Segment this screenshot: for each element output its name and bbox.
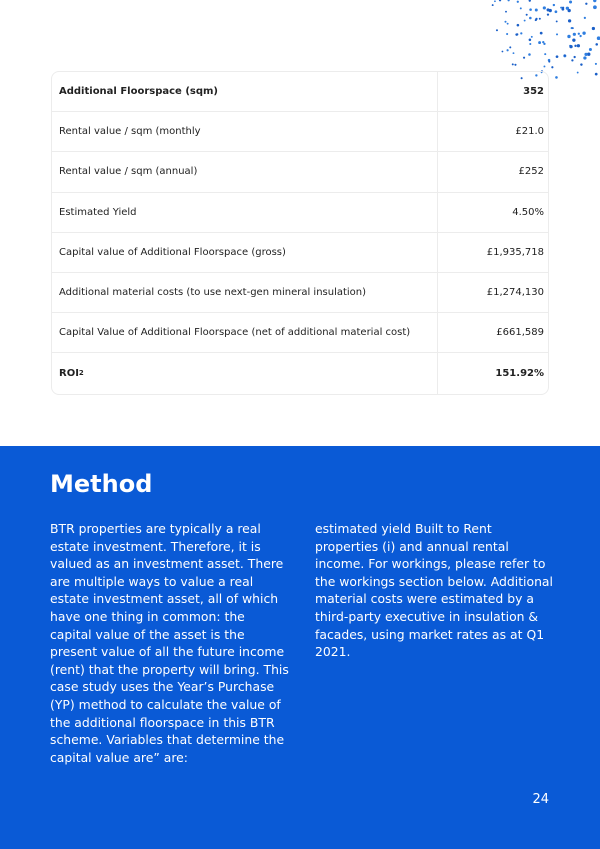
decorative-dot-pattern (480, 0, 600, 80)
table-row (52, 72, 548, 112)
dot (595, 43, 598, 46)
row-label: Estimated Yield (52, 193, 438, 232)
dot (538, 41, 541, 44)
dot (507, 49, 509, 51)
table-row (52, 313, 548, 353)
row-value: £1,935,718 (486, 246, 544, 258)
row-value: 352 (523, 86, 544, 98)
dot (523, 57, 525, 59)
row-label (52, 353, 438, 393)
row-label: Rental value / sqm (annual) (52, 152, 438, 191)
dot (517, 1, 519, 3)
dot (584, 53, 587, 56)
dot (561, 8, 564, 11)
row-value: £1,274,130 (486, 287, 544, 299)
dot (504, 21, 506, 23)
dot (589, 48, 592, 51)
dot (529, 17, 532, 20)
table-row (52, 112, 548, 152)
dot (584, 17, 586, 19)
row-label: Additional Floorspace (sqm) (52, 72, 438, 111)
dot (567, 35, 570, 38)
dot (572, 39, 575, 42)
table-row (52, 273, 548, 313)
dot (551, 66, 553, 68)
dot (524, 20, 526, 22)
dot (494, 0, 496, 2)
dot (571, 27, 573, 29)
method-text-col1: BTR properties are typically a real estate investment. Therefore, it is valued as an investment asset. There are multiple ways to value a real estate investment asset, all of which have one thing in common: the capital value of the asset is the present value of all the future income (rent) that the property will bring. This case study uses the Year’s Purchase (YP) method to calculate the value of the additional floorspace in this BTR scheme. Variables that determine the capital value are” are: (50, 521, 289, 765)
dot (553, 4, 555, 6)
dot (508, 0, 510, 1)
dot (529, 39, 532, 42)
dot (573, 56, 575, 58)
dot (556, 33, 558, 35)
dot (555, 76, 558, 79)
dot (568, 19, 571, 22)
page-number: 24 (532, 792, 549, 807)
dot (517, 24, 520, 27)
row-value: £21.0 (515, 126, 544, 138)
dot (512, 63, 514, 65)
row-label: Additional material costs (to use next-gen mineral insulation) (52, 273, 438, 312)
dot (496, 29, 498, 31)
dot (556, 55, 559, 58)
dot (579, 35, 581, 37)
section-title: Method (50, 470, 153, 498)
dot (548, 61, 550, 63)
dot (564, 54, 566, 56)
dot (593, 0, 596, 2)
dot (547, 8, 550, 11)
table-row (52, 193, 548, 233)
dot (569, 45, 572, 48)
dot (556, 20, 558, 22)
method-text-col2: estimated yield Built to Rent properties (i) and annual rental income. For workings, please refer to the workings section below. Additional material costs were estimated by a third-party executive in insulation & facades, using market rates as at Q1 2021. (315, 521, 553, 660)
dot (506, 33, 508, 35)
dot (520, 32, 522, 34)
table-row (52, 152, 548, 192)
dot (509, 46, 511, 48)
dot (543, 6, 546, 9)
dot (516, 33, 518, 35)
dot (492, 4, 494, 6)
dot (569, 0, 572, 3)
dot (540, 32, 543, 35)
dot (543, 65, 545, 67)
row-value: £661,589 (496, 327, 544, 339)
dot (577, 72, 579, 74)
dot (574, 45, 576, 47)
dot (529, 43, 531, 45)
dot (505, 11, 507, 13)
dot (577, 44, 580, 47)
row-value: 151.92% (495, 367, 544, 379)
dot (526, 14, 528, 16)
table-row (52, 233, 548, 273)
dot (529, 0, 531, 2)
dot (595, 73, 598, 76)
dot (535, 19, 537, 21)
dot (520, 7, 522, 9)
dot (499, 0, 501, 1)
dot (528, 53, 531, 56)
dot (580, 63, 582, 65)
dot (582, 31, 585, 34)
dot (571, 59, 573, 61)
dot (513, 52, 515, 54)
dot (535, 9, 538, 12)
dot (531, 36, 533, 38)
dot (547, 14, 549, 16)
dot (595, 63, 597, 65)
row-value: 4.50% (512, 206, 544, 218)
dot (585, 3, 587, 5)
dot (592, 27, 595, 30)
dot (544, 53, 546, 55)
footnote-marker: 2 (78, 369, 84, 378)
row-label: Capital Value of Additional Floorspace (net of additional material cost) (52, 313, 438, 352)
dot (578, 33, 580, 35)
dot (529, 8, 532, 11)
roi-table (51, 71, 549, 395)
dot (566, 7, 569, 10)
table-row (52, 353, 548, 393)
dot (593, 5, 597, 9)
row-label: Rental value / sqm (monthly (52, 112, 438, 151)
row-value: £252 (518, 166, 544, 178)
method-section (0, 446, 600, 849)
row-label: Capital value of Additional Floorspace (gross) (52, 233, 438, 272)
dot (573, 33, 576, 36)
dot (514, 64, 516, 66)
dot (507, 23, 509, 25)
dot (539, 18, 541, 20)
dot (543, 43, 545, 45)
dot (555, 10, 558, 13)
dot (502, 51, 504, 53)
roi-label: ROI (59, 367, 79, 379)
dot (583, 56, 586, 59)
